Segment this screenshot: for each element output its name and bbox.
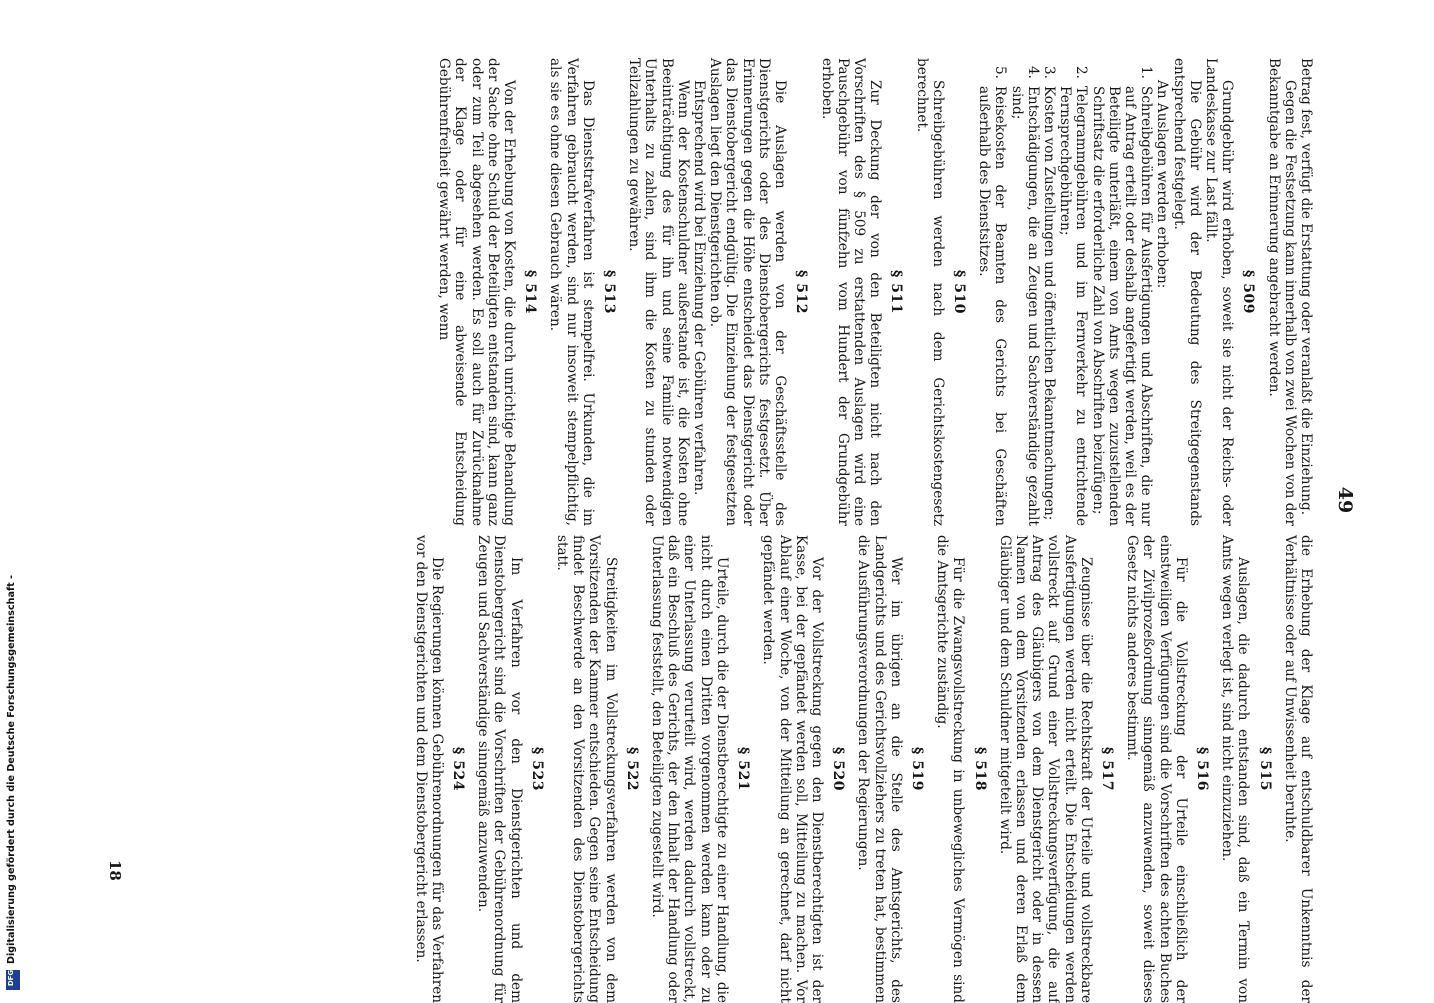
- paragraph: Im Verfahren vor den Dienstgerichten und dem Dienstobergericht sind die Vorschriften der Gebührenordnung für Zeugen und Sachverständige sinngemäß anzuwenden.: [475, 535, 524, 1003]
- list-number: 4.: [1024, 66, 1041, 79]
- section-heading-519: § 519: [908, 747, 925, 791]
- right-column: [412, 535, 1314, 1003]
- section-heading-523: § 523: [528, 747, 545, 791]
- paragraph: Zur Deckung der von den Beteiligten nicht nach den Vorschriften des § 509 zu erstattenden Auslagen wird eine Pauschgebühr von fünfzehn vom Hundert der Grundgebühr erhoben.: [818, 58, 884, 526]
- left-column: [436, 58, 1314, 526]
- paragraph: Urteile, durch die der Dienstberechtigte zu einer Handlung, die nicht durch einen Dritten vorgenommen werden kann oder zu einer Unterlassung verurteilt wird, werden dadurch vollstreckt, daß ein Beschluß des Gerichts, der den Inhalt der Handlung oder Unterlassung feststellt, den Beteiligten zugestellt wird.: [649, 535, 730, 1003]
- list-number: 2.: [1073, 66, 1090, 79]
- section-heading-515: § 515: [1256, 747, 1273, 791]
- section-heading-514: § 514: [522, 270, 539, 314]
- paragraph: An Auslagen werden erhoben:: [1154, 80, 1171, 289]
- footer-page-number: 18: [106, 860, 124, 881]
- list-number: 1.: [1138, 66, 1155, 79]
- section-heading-522: § 522: [623, 747, 640, 791]
- paragraph: Entsprechend wird bei Einziehung der Gebühren verfahren.: [691, 80, 708, 496]
- section-heading-520: § 520: [830, 747, 847, 791]
- section-heading-511: § 511: [888, 270, 905, 314]
- paragraph: Wenn der Kostenschuldner außerstande ist, die Kosten ohne Beeinträchtigung des für ihn und seine Familie notwendigen Unterhalts zu zahlen, sind ihm die Kosten zu stunden oder Teilzahlungen zu gewähren.: [626, 58, 691, 526]
- list-number: 3.: [1040, 66, 1057, 79]
- section-heading-516: § 516: [1193, 747, 1210, 791]
- paragraph: Von der Erhebung von Kosten, die durch unrichtige Behandlung der Sache ohne Schuld der Beteiligten entstanden sind, kann ganz oder zum Teil abgesehen werden. Es soll auch für Zurücknahme der Klage oder für eine abweisende Entscheidung Gebührenfreiheit gewährt werden, wenn: [436, 58, 518, 526]
- section-heading-521: § 521: [735, 747, 752, 791]
- section-heading-518: § 518: [971, 747, 988, 791]
- auslagen-list: [976, 58, 1154, 526]
- list-item: [1008, 58, 1040, 526]
- paragraph: Für die Vollstreckung der Urteile einschließlich der einstweiligen Verfügungen sind die Vorschriften des achten Buches der Zivilprozeßordnung sinngemäß anzuwenden, soweit dieses Gesetz nichts anderes bestimmt.: [1124, 535, 1189, 1003]
- section-heading-513: § 513: [601, 270, 618, 314]
- paragraph: Betrag fest, verfügt die Erstattung oder veranlaßt die Einziehung.: [1298, 58, 1314, 516]
- paragraph: die Erhebung der Klage auf entschuldbarer Unkenntnis der Verhältnisse oder auf Unwissenheit beruhte.: [1281, 535, 1314, 1003]
- paragraph: Die Regierungen können Gebührenordnungen für das Verfahren vor den Dienstgerichten und dem Dienstobergericht erlassen.: [412, 535, 445, 1003]
- page-number: 49: [1334, 486, 1356, 514]
- paragraph: Gegen die Festsetzung kann innerhalb von zwei Wochen von der Bekanntgabe an Erinnerung angebracht werden.: [1265, 58, 1298, 526]
- section-heading-512: § 512: [793, 270, 810, 314]
- paragraph: Grundgebühr wird erhoben, soweit sie nicht der Reichs- oder Landeskasse zur Last fällt.: [1202, 58, 1236, 526]
- list-item: [1089, 58, 1154, 526]
- paragraph: Wer im übrigen an die Stelle des Amtsgerichts, des Landgerichts und des Gerichtsvollziehers zu treten hat, bestimmen die Ausführungsverordnungen der Regierungen.: [855, 535, 904, 1003]
- list-item: [1041, 58, 1057, 526]
- paragraph: Die Gebühr wird der Bedeutung des Streitgegenstands entsprechend festgelegt.: [1170, 58, 1203, 526]
- paragraph: Vor der Vollstreckung gegen den Dienstberechtigten ist der Kasse, bei der gepfändet werden soll, Mitteilung zu machen. Vor Ablauf einer Woche, von der Mitteilung an gerechnet, darf nicht gepfändet werden.: [760, 535, 825, 1003]
- list-text: Entschädigungen, die an Zeugen und Sachverständige gezahlt sind;: [1008, 86, 1041, 526]
- dfg-logo-text: DFG: [7, 969, 16, 987]
- section-heading-510: § 510: [950, 270, 967, 314]
- list-text: Schreibgebühren für Ausfertigungen und Abschriften, die nur auf Antrag erteilt oder deshalb angefertigt werden, weil es der Beteiligte unterläßt, einem von Amts wegen zuzustellenden Schriftsatz die erforderliche Zahl von Abschriften beizufügen;: [1089, 86, 1155, 526]
- funding-text: Digitalisierung gefördert durch die Deutsche Forschungsgemeinschaft -: [6, 574, 17, 964]
- section-heading-517: § 517: [1098, 747, 1115, 791]
- list-item: [976, 58, 1008, 526]
- paragraph: Die Auslagen werden von der Geschäftsstelle des Dienstgerichts oder des Dienstobergerichts festgesetzt. Über Erinnerungen gegen die Höhe entscheidet das Dienstgericht oder das Dienstobergericht endgültig. Die Einziehung der festgesetzten Auslagen liegt den Dienstgerichten ob.: [707, 58, 789, 526]
- paragraph: Schreibgebühren werden nach dem Gerichtskostengesetz berechnet.: [913, 58, 946, 526]
- paragraph: Für die Zwangsvollstreckung in unbewegliches Vermögen sind die Amtsgerichte zuständig.: [934, 535, 967, 1003]
- paragraph: Das Dienststrafverfahren ist stempelfrei. Urkunden, die im Verfahren gebraucht werden, sind nur insoweit stempelpflichtig, als sie es ohne diesen Gebrauch wären.: [547, 58, 596, 526]
- section-heading-524: § 524: [450, 747, 467, 791]
- list-text: Reisekosten der Beamten des Gerichts bei Geschäften außerhalb des Dienstsitzes.: [976, 86, 1009, 526]
- list-text: Telegrammgebühren und im Fernverkehr zu entrichtende Fernsprechgebühren;: [1057, 86, 1090, 526]
- paragraph: Auslagen, die dadurch entstanden sind, daß ein Termin von Amts wegen verlegt ist, sind nicht einzuziehen.: [1219, 535, 1252, 1003]
- section-heading-509: § 509: [1240, 270, 1257, 314]
- list-text: Kosten von Zustellungen und öffentlichen Bekanntmachungen;: [1040, 86, 1057, 521]
- paragraph: Streitigkeiten im Vollstreckungsverfahren werden von dem Vorsitzenden der Kammer entschieden. Gegen seine Entscheidung findet Beschwerde an den Vorsitzenden des Dienstobergerichts statt.: [554, 535, 619, 1003]
- list-number: 5.: [992, 66, 1009, 79]
- list-item: [1057, 58, 1089, 526]
- paragraph: Zeugnisse über die Rechtskraft der Urteile und vollstreckbare Ausfertigungen werden nicht erteilt. Die Entscheidungen werden vollstreckt auf Grund einer Vollstreckungsverfügung, die auf Antrag des Gläubigers von dem Dienstgericht oder in dessen Namen von dem Vorsitzenden erlassen und deren Erlaß dem Gläubiger und dem Schuldner mitgeteilt wird.: [996, 535, 1094, 1003]
